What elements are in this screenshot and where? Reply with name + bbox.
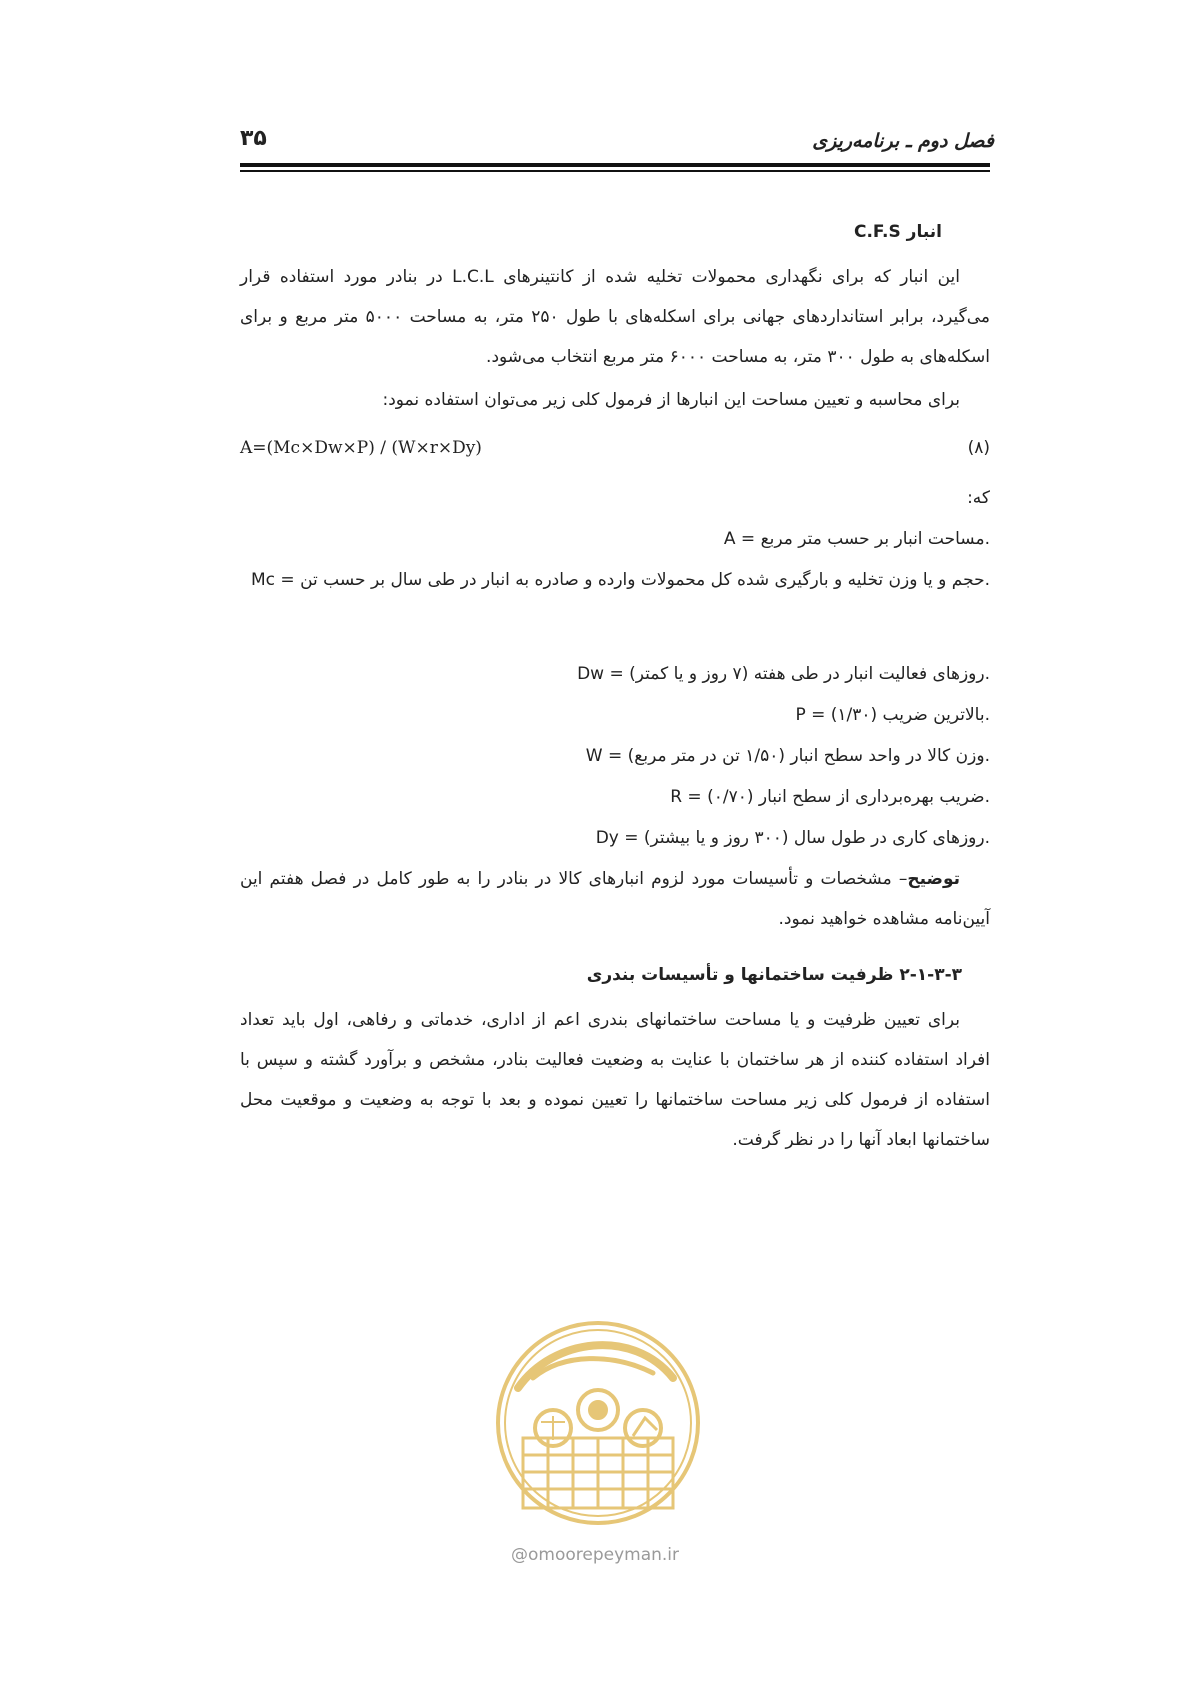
definition-r: R = ضریب بهره‌برداری از سطح انبار (۰/۷۰). [670, 787, 990, 807]
definition-dy: Dy = روزهای کاری در طول سال (۳۰۰ روز و یا بیشتر). [595, 828, 990, 848]
equation-number: (۸) [967, 438, 990, 458]
paragraph-buildings: برای تعیین ظرفیت و یا مساحت ساختمانهای بندری اعم از اداری، خدماتی و رفاهی، اول باید تعداد افراد استفاده کننده از هر ساختمان با عنایت به وضعیت فعالیت بنادر، مشخص و برآورد گشته و سپس با استفاده از فرمول کلی زیر مساحت ساختمانها را تعیین نموده و بعد با توجه به وضعیت و موقعیت محل ساختمانها ابعاد آنها را در نظر گرفت. [240, 1010, 990, 1150]
section-heading-cfs: انبار C.F.S [854, 222, 942, 242]
definition-dw: Dw = روزهای فعالیت انبار در طی هفته (۷ روز و یا کمتر). [577, 664, 990, 684]
definition-a: A = مساحت انبار بر حسب متر مربع. [723, 529, 990, 549]
note-label: توضیح [907, 869, 960, 889]
definition-mc: Mc = حجم و یا وزن تخلیه و بارگیری شده کل محمولات وارده و صادره به انبار در طی سال بر حسب تن. [251, 570, 990, 590]
chapter-title: فصل دوم ـ برنامه‌ریزی [812, 130, 994, 152]
definition-p: P = بالاترین ضریب (۱/۳۰). [795, 705, 990, 725]
paragraph-formula-intro: برای محاسبه و تعیین مساحت این انبارها از فرمول کلی زیر می‌توان استفاده نمود: [382, 390, 960, 410]
omoorepeyman-stamp-logo [493, 1318, 703, 1528]
paragraph-cfs-intro: این انبار که برای نگهداری محمولات تخلیه شده از کانتینرهای L.C.L در بنادر مورد استفاده قرار می‌گیرد، برابر استانداردهای جهانی برای اسکله‌های با طول ۲۵۰ متر، به مساحت ۵۰۰۰ متر مربع و برای اسکله‌های به طول ۳۰۰ متر، به مساحت ۶۰۰۰ متر مربع انتخاب می‌شود. [240, 267, 990, 367]
section-heading-2133: ۲-۱-۳-۳ ظرفیت ساختمانها و تأسیسات بندری [586, 965, 962, 985]
page-number: ۳۵ [240, 126, 267, 151]
note-text: – مشخصات و تأسیسات مورد لزوم انبارهای کالا در بنادر را به طور کامل در فصل هفتم این آیین‌نامه مشاهده خواهید نمود. [240, 869, 990, 929]
header-rule-thick [240, 163, 990, 167]
definition-w: W = وزن کالا در واحد سطح انبار (۱/۵۰ تن در متر مربع). [585, 746, 990, 766]
formula: A=(Mc×Dw×P) / (W×r×Dy) [240, 438, 482, 458]
where-label: که: [967, 488, 990, 508]
note-paragraph [240, 859, 990, 939]
watermark-url: @omoorepeyman.ir [511, 1545, 680, 1565]
header-rule-thin [240, 170, 990, 172]
